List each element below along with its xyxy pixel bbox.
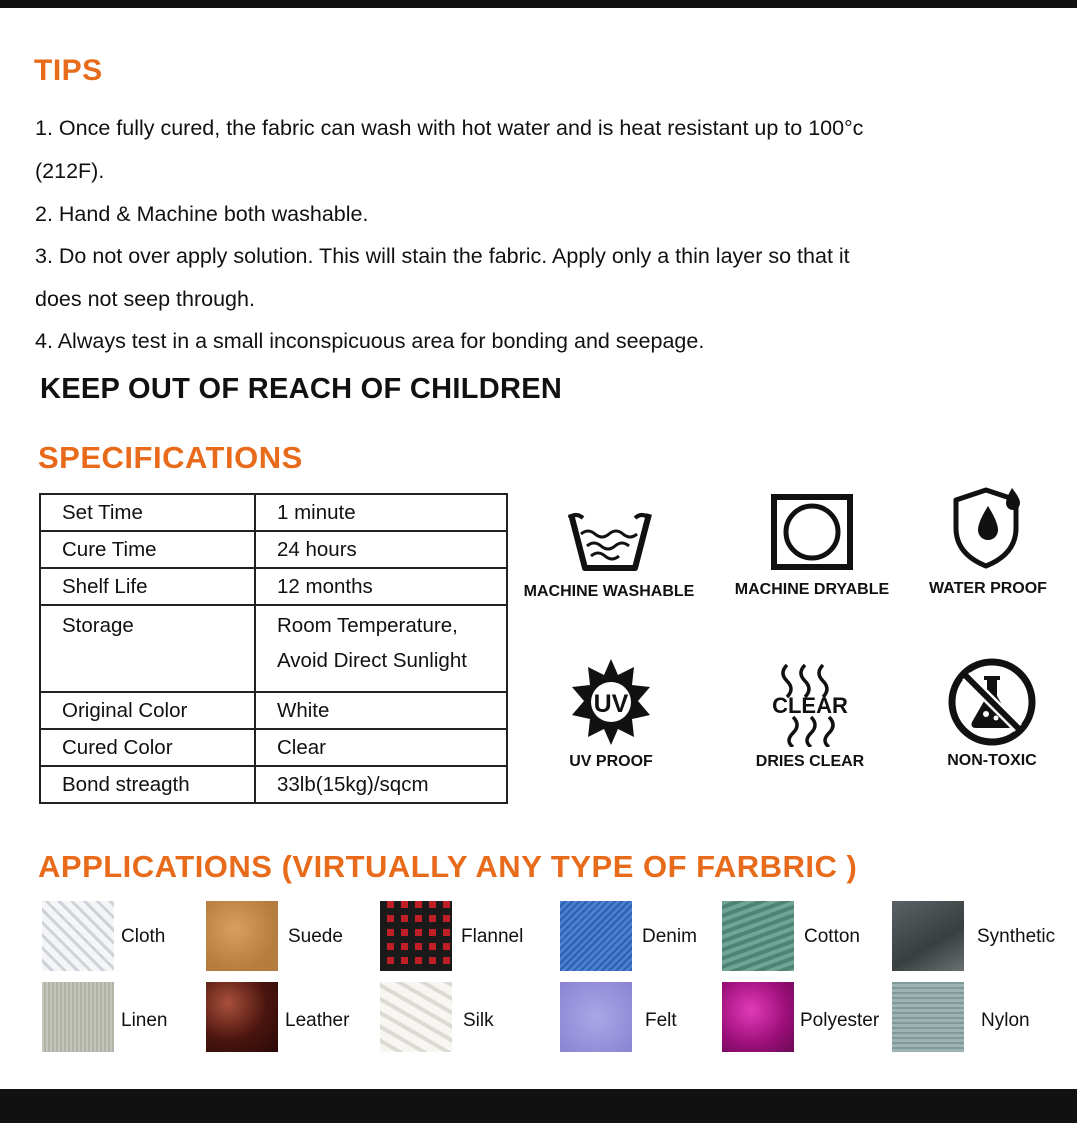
tip-line-1-cont: (212F). bbox=[35, 159, 105, 183]
top-border-bar bbox=[0, 0, 1077, 8]
spec-key: Cure Time bbox=[40, 531, 255, 568]
feature-uv-proof bbox=[511, 657, 711, 771]
feature-non-toxic bbox=[892, 656, 1077, 770]
spec-value: 24 hours bbox=[255, 531, 507, 568]
clear-waves-icon bbox=[765, 661, 855, 747]
feature-label: DRIES CLEAR bbox=[755, 753, 865, 770]
table-row bbox=[40, 568, 507, 605]
spec-key bbox=[40, 605, 255, 692]
clear-icon-text: CLEAR bbox=[772, 693, 848, 718]
fabric-swatch-suede bbox=[206, 901, 278, 971]
fabric-swatch-leather bbox=[206, 982, 278, 1052]
specifications-table bbox=[39, 493, 508, 804]
spec-key: Cured Color bbox=[40, 729, 255, 766]
fabric-label: Denim bbox=[642, 926, 697, 947]
fabric-swatch-felt bbox=[560, 982, 632, 1052]
feature-dries-clear bbox=[710, 661, 910, 771]
tip-line-3: 3. Do not over apply solution. This will stain the fabric. Apply only a thin layer so that it bbox=[35, 244, 850, 268]
feature-label: NON-TOXIC bbox=[947, 752, 1037, 769]
fabric-label: Flannel bbox=[461, 926, 524, 947]
feature-label: UV PROOF bbox=[569, 753, 653, 770]
specifications-heading: SPECIFICATIONS bbox=[38, 440, 303, 475]
tip-line-2: 2. Hand & Machine both washable. bbox=[35, 202, 369, 226]
fabric-swatch-silk bbox=[380, 982, 452, 1052]
no-flask-icon bbox=[946, 656, 1038, 748]
fabric-label: Cotton bbox=[804, 926, 860, 947]
fabric-label: Suede bbox=[288, 926, 343, 947]
shield-drop-icon bbox=[946, 484, 1030, 570]
fabric-label: Cloth bbox=[121, 926, 166, 947]
spec-key: Set Time bbox=[40, 494, 255, 531]
applications-heading: APPLICATIONS (VIRTUALLY ANY TYPE OF FARBRIC ) bbox=[38, 849, 858, 884]
spec-value-line-1: Room Temperature, bbox=[277, 614, 458, 637]
fabric-label: Polyester bbox=[800, 1010, 880, 1031]
tip-line-1: 1. Once fully cured, the fabric can wash with hot water and is heat resistant up to 100°c bbox=[35, 116, 864, 140]
fabric-label: Synthetic bbox=[977, 926, 1056, 947]
fabric-label: Leather bbox=[285, 1010, 350, 1031]
uv-icon-text: UV bbox=[593, 690, 629, 718]
spec-value-line-2: Avoid Direct Sunlight bbox=[277, 649, 467, 672]
wash-basin-icon bbox=[561, 508, 657, 574]
table-row bbox=[40, 766, 507, 803]
fabric-swatch-polyester bbox=[722, 982, 794, 1052]
fabric-swatch-denim bbox=[560, 901, 632, 971]
feature-label: MACHINE DRYABLE bbox=[734, 581, 890, 598]
bottom-border-bar bbox=[0, 1089, 1077, 1123]
fabric-swatch-synthetic bbox=[892, 901, 964, 971]
fabric-label: Nylon bbox=[981, 1010, 1030, 1031]
spec-key: Original Color bbox=[40, 692, 255, 729]
fabric-label: Felt bbox=[645, 1010, 677, 1031]
feature-label: MACHINE WASHABLE bbox=[523, 583, 695, 600]
table-row bbox=[40, 605, 507, 692]
fabric-label: Silk bbox=[463, 1010, 494, 1031]
spec-key: Shelf Life bbox=[40, 568, 255, 605]
child-warning: KEEP OUT OF REACH OF CHILDREN bbox=[40, 373, 563, 405]
feature-water-proof bbox=[888, 484, 1077, 598]
table-row bbox=[40, 729, 507, 766]
fabric-swatch-flannel bbox=[380, 901, 452, 971]
tumble-dry-icon bbox=[770, 493, 854, 571]
fabric-swatch-cloth bbox=[42, 901, 114, 971]
fabric-swatch-nylon bbox=[892, 982, 964, 1052]
feature-machine-washable bbox=[509, 508, 709, 601]
uv-sun-icon bbox=[566, 657, 656, 747]
tip-line-3-cont: does not seep through. bbox=[35, 287, 255, 311]
spec-value: 33lb(15kg)/sqcm bbox=[255, 766, 507, 803]
spec-value bbox=[255, 605, 507, 692]
feature-machine-dryable bbox=[712, 493, 912, 599]
table-row bbox=[40, 692, 507, 729]
spec-value: 1 minute bbox=[255, 494, 507, 531]
tip-line-4: 4. Always test in a small inconspicuous area for bonding and seepage. bbox=[35, 329, 705, 353]
fabric-label: Linen bbox=[121, 1010, 168, 1031]
table-row bbox=[40, 494, 507, 531]
table-row bbox=[40, 531, 507, 568]
spec-value: Clear bbox=[255, 729, 507, 766]
tips-heading: TIPS bbox=[34, 54, 103, 87]
spec-key: Bond streagth bbox=[40, 766, 255, 803]
spec-value: 12 months bbox=[255, 568, 507, 605]
feature-label: WATER PROOF bbox=[929, 580, 1047, 597]
fabric-swatch-linen bbox=[42, 982, 114, 1052]
fabric-swatch-cotton bbox=[722, 901, 794, 971]
spec-key-text: Storage bbox=[62, 614, 134, 637]
spec-value: White bbox=[255, 692, 507, 729]
